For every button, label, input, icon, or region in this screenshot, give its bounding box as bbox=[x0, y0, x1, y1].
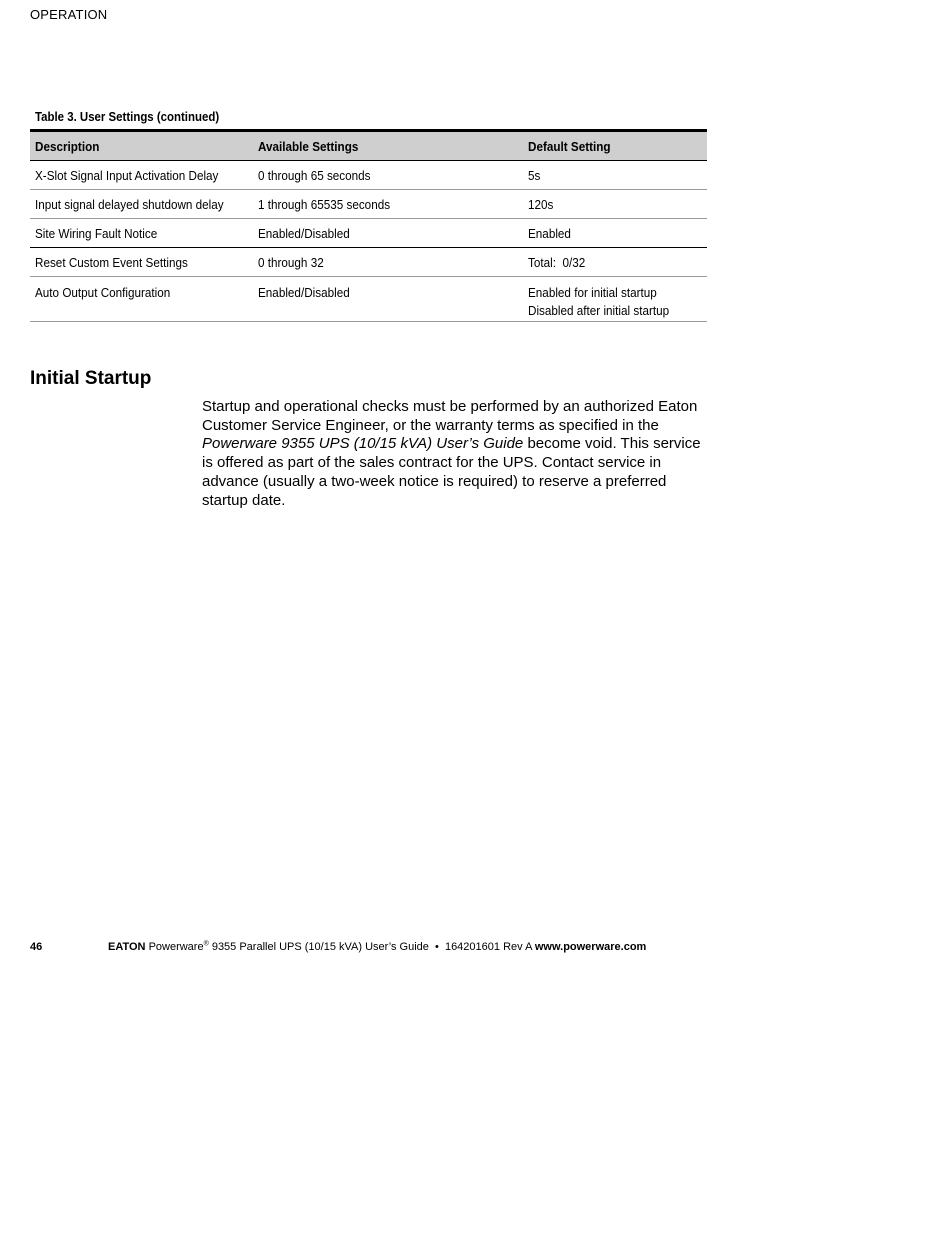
registered-mark: ® bbox=[203, 940, 209, 948]
cell-available: 0 through 65 seconds bbox=[258, 167, 371, 183]
section-heading: Initial Startup bbox=[30, 368, 152, 389]
running-head: OPERATION bbox=[30, 7, 108, 22]
default-line-2: Disabled after initial startup bbox=[528, 303, 670, 318]
table-header-row bbox=[30, 131, 707, 161]
table-row bbox=[30, 190, 707, 219]
guide-title-italic: Powerware 9355 UPS (10/15 kVA) User’s Guide bbox=[202, 435, 524, 453]
footer-text bbox=[108, 941, 646, 953]
column-header-default-setting: Default Setting bbox=[528, 138, 611, 154]
cell-default: Total: 0/32 bbox=[528, 254, 586, 270]
table-row bbox=[30, 219, 707, 248]
footer-title: 9355 Parallel UPS (10/15 kVA) User’s Guide • 164201601 Rev A bbox=[208, 941, 535, 953]
cell-available: 1 through 65535 seconds bbox=[258, 196, 391, 212]
cell-available: Enabled/Disabled bbox=[258, 225, 350, 241]
footer-brand: EATON bbox=[108, 941, 146, 953]
column-header-description: Description bbox=[35, 138, 100, 154]
cell-available: Enabled/Disabled bbox=[258, 285, 350, 300]
footer-website: www.powerware.com bbox=[534, 941, 647, 953]
user-settings-table bbox=[30, 129, 707, 322]
column-header-available-settings: Available Settings bbox=[258, 138, 359, 154]
table-row bbox=[30, 277, 707, 322]
body-paragraph bbox=[202, 398, 702, 510]
cell-default: Enabled bbox=[528, 225, 571, 241]
cell-default: 120s bbox=[528, 196, 554, 212]
cell-description: X-Slot Signal Input Activation Delay bbox=[35, 167, 219, 183]
table-row bbox=[30, 161, 707, 190]
page-number: 46 bbox=[30, 941, 43, 953]
cell-description: Reset Custom Event Settings bbox=[35, 254, 188, 270]
cell-description: Site Wiring Fault Notice bbox=[35, 225, 158, 241]
cell-available: 0 through 32 bbox=[258, 254, 324, 270]
footer-product: Powerware bbox=[148, 941, 204, 953]
cell-default bbox=[523, 277, 707, 322]
default-line-1: Enabled for initial startup bbox=[528, 285, 657, 300]
table-row bbox=[30, 248, 707, 277]
para-text-2: become void. This service is offered as part of the sales contract for the UPS. Contact service in advance (usually a two-week notice is required) to reserve a preferred startup date. bbox=[202, 435, 701, 509]
cell-description: Auto Output Configuration bbox=[35, 285, 171, 300]
para-text-1: Startup and operational checks must be performed by an authorized Eaton Customer Service Engineer, or the warranty terms as specified in the bbox=[202, 398, 698, 434]
cell-description: Input signal delayed shutdown delay bbox=[35, 196, 224, 212]
table-caption: Table 3. User Settings (continued) bbox=[35, 109, 220, 124]
cell-default: 5s bbox=[528, 167, 541, 183]
